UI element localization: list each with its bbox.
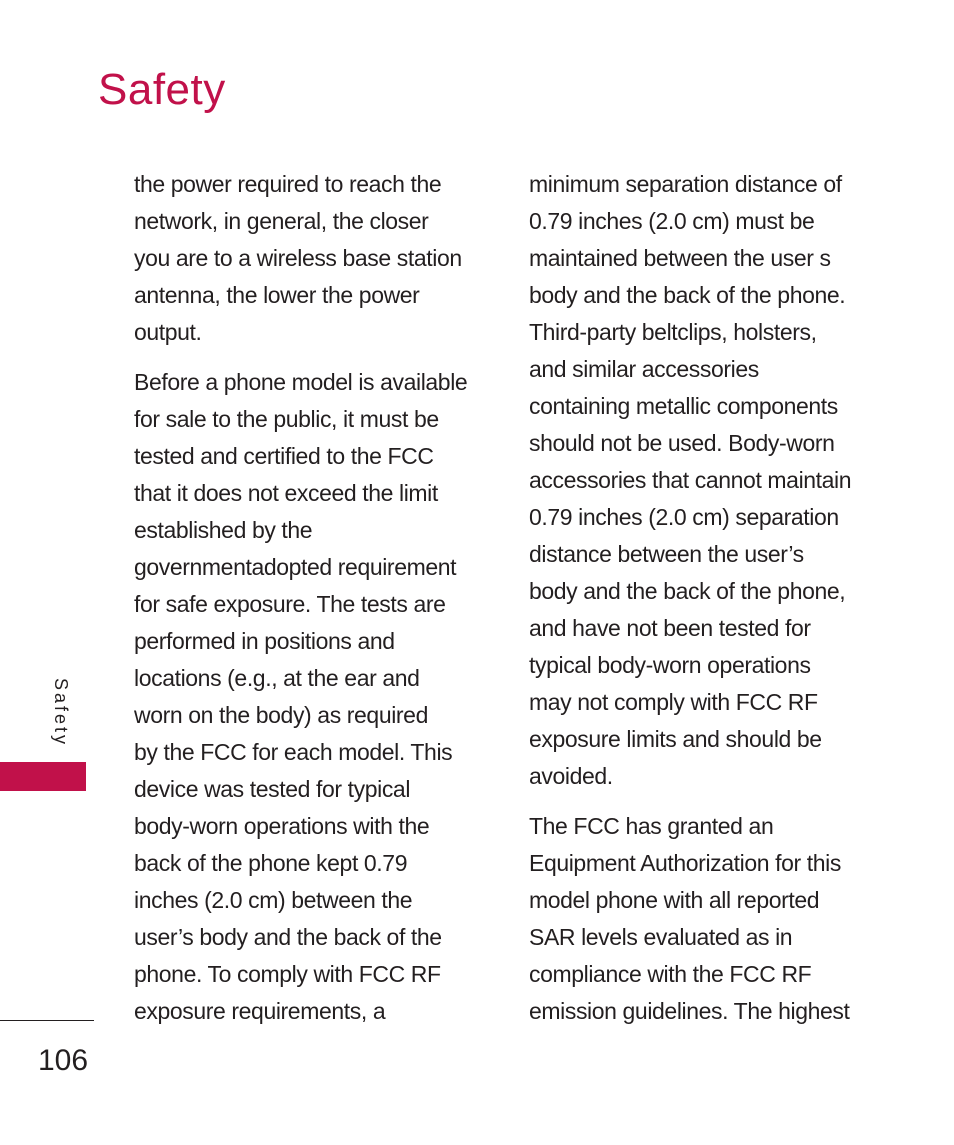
text-line: typical body-worn operations [529, 652, 811, 678]
text-line: containing metallic components [529, 393, 838, 419]
text-line: device was tested for typical [134, 776, 411, 802]
text-line: accessories that cannot maintain [529, 467, 852, 493]
page-title: Safety [98, 65, 226, 114]
text-line: The FCC has granted an [529, 813, 774, 839]
text-line: by the FCC for each model. This [134, 739, 453, 765]
text-line: antenna, the lower the power [134, 282, 420, 308]
text-line: maintained between the user s [529, 245, 831, 271]
text-line: Third-party beltclips, holsters, [529, 319, 817, 345]
text-line: body-worn operations with the [134, 813, 430, 839]
text-line: exposure limits and should be [529, 726, 822, 752]
text-line: phone. To comply with FCC RF [134, 961, 441, 987]
text-line: minimum separation distance of [529, 171, 842, 197]
text-line: performed in positions and [134, 628, 395, 654]
section-tab-marker [0, 762, 86, 791]
left-text-column [134, 166, 494, 1043]
text-line: established by the [134, 517, 313, 543]
text-line: body and the back of the phone, [529, 578, 846, 604]
text-line: distance between the user’s [529, 541, 804, 567]
body-paragraph [529, 808, 894, 1030]
text-line: exposure requirements, a [134, 998, 386, 1024]
text-line: Equipment Authorization for this [529, 850, 841, 876]
text-line: output. [134, 319, 202, 345]
text-line: for safe exposure. The tests are [134, 591, 446, 617]
page-number: 106 [38, 1044, 89, 1077]
text-line: avoided. [529, 763, 613, 789]
text-line: model phone with all reported [529, 887, 820, 913]
text-line: 0.79 inches (2.0 cm) must be [529, 208, 815, 234]
text-line: SAR levels evaluated as in [529, 924, 793, 950]
body-paragraph [134, 166, 494, 351]
section-side-label: Safety [51, 678, 71, 748]
text-line: Before a phone model is available [134, 369, 468, 395]
text-line: locations (e.g., at the ear and [134, 665, 420, 691]
body-paragraph [529, 166, 894, 795]
text-line: for sale to the public, it must be [134, 406, 439, 432]
text-line: tested and certified to the FCC [134, 443, 434, 469]
text-line: worn on the body) as required [134, 702, 428, 728]
text-line: inches (2.0 cm) between the [134, 887, 413, 913]
text-line: emission guidelines. The highest [529, 998, 850, 1024]
text-line: 0.79 inches (2.0 cm) separation [529, 504, 839, 530]
footer-divider [0, 1020, 94, 1021]
text-line: may not comply with FCC RF [529, 689, 818, 715]
right-text-column [529, 166, 894, 1043]
text-line: that it does not exceed the limit [134, 480, 438, 506]
text-line: and similar accessories [529, 356, 759, 382]
text-line: network, in general, the closer [134, 208, 429, 234]
body-paragraph [134, 364, 494, 1030]
text-line: the power required to reach the [134, 171, 442, 197]
text-line: governmentadopted requirement [134, 554, 457, 580]
text-line: you are to a wireless base station [134, 245, 462, 271]
text-line: should not be used. Body-worn [529, 430, 835, 456]
text-line: compliance with the FCC RF [529, 961, 812, 987]
text-line: and have not been tested for [529, 615, 811, 641]
text-line: body and the back of the phone. [529, 282, 846, 308]
text-line: back of the phone kept 0.79 [134, 850, 408, 876]
text-line: user’s body and the back of the [134, 924, 442, 950]
